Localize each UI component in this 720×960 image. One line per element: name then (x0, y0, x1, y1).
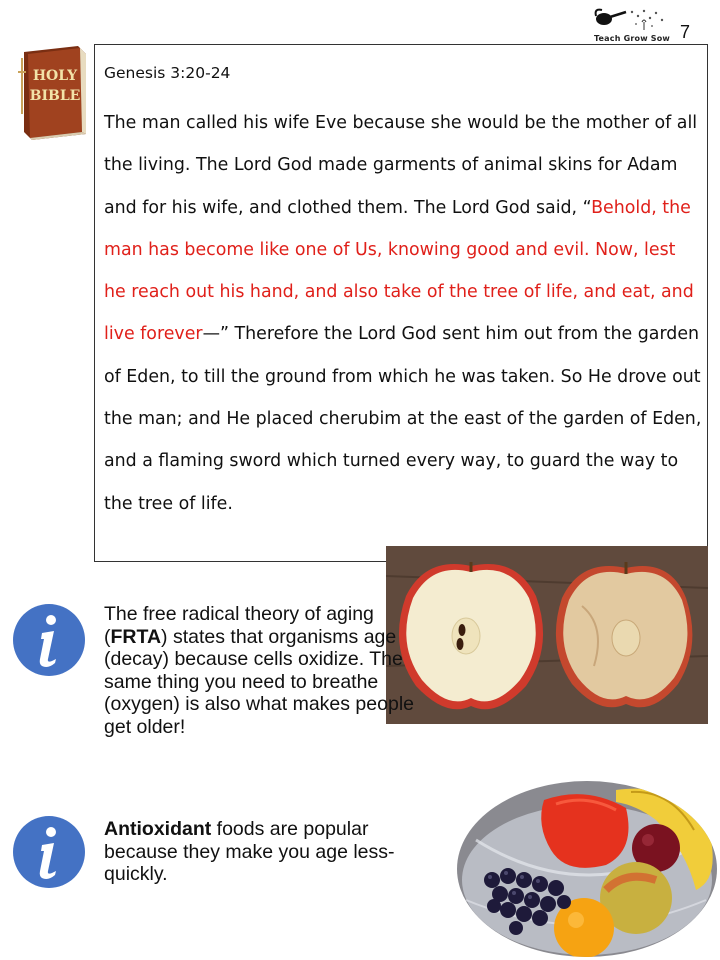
info1-text-a: The free radical theory of aging ( (104, 603, 374, 648)
holy-bible-icon (14, 44, 92, 142)
info2-text-a: foods are popular because they make you age less-quickly. (104, 818, 395, 886)
teach-grow-sow-logo (592, 4, 672, 46)
scripture-text-part2: —” Therefore the Lord God sent him out from the garden of Eden, to till the ground from which he was taken. So He drove out the man; and He placed cherubim at the east of the garden of Eden, and a flaming sword which turned every way, to guard the way to the tree of life. (104, 324, 702, 514)
info1-text-b: ) states that organisms age (decay) because cells oxidize. The same thing you need to breathe (oxygen) is also what makes people get older! (104, 625, 414, 738)
info-text-antioxidant (104, 818, 434, 886)
scripture-reference: Genesis 3:20-24 (104, 64, 231, 82)
bible-label-line2: BIBLE (29, 88, 81, 104)
fruit-bowl-photo (456, 780, 718, 958)
scripture-text (104, 102, 702, 525)
scripture-text-part1: The man called his wife Eve because she would be the mother of all the living. The Lord God made garments of animal skins for Adam and for his wife, and clothed them. The Lord God said, “ (104, 113, 698, 218)
info-text-frta (104, 603, 434, 739)
info1-text-bold: FRTA (110, 625, 162, 648)
info-icon (12, 603, 86, 677)
info-icon (12, 815, 86, 889)
scripture-quote-red: Behold, the man has become like one of Us, knowing good and evil. Now, lest he reach out his hand, and also take of the tree of life, and eat, and live forever (104, 197, 694, 345)
bible-label-line1: HOLY (32, 68, 78, 84)
logo-text: Teach Grow Sow (593, 34, 671, 43)
watering-can-icon (592, 4, 672, 34)
info2-text-bold: Antioxidant (104, 818, 212, 840)
scripture-box (94, 44, 708, 562)
page-number: 7 (680, 22, 691, 42)
apple-halves-photo (386, 546, 708, 724)
